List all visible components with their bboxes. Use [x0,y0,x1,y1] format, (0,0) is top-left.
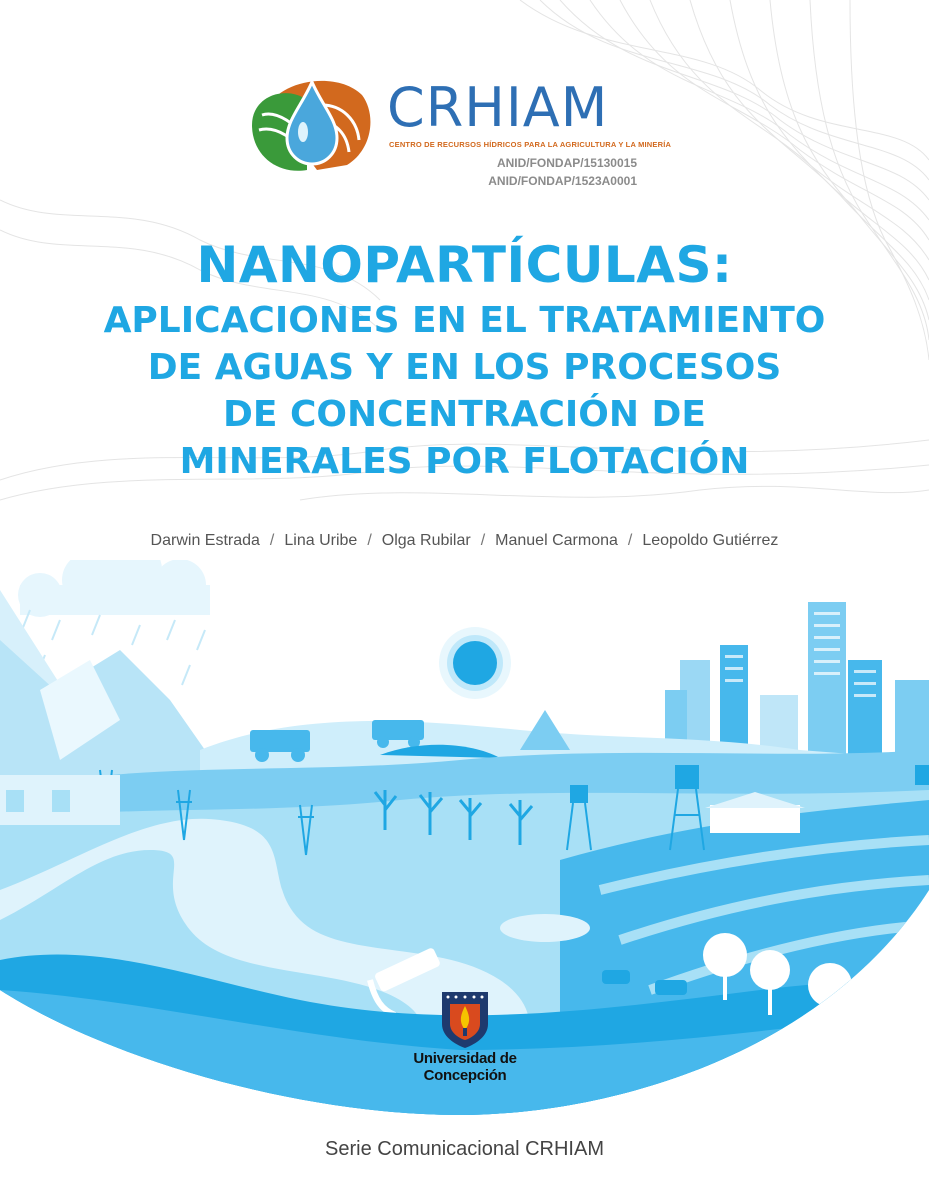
crhiam-logo [247,70,687,190]
subtitle-line-3: DE CONCENTRACIÓN DE [223,394,706,435]
logo-subtitle: CENTRO DE RECURSOS HÍDRICOS PARA LA AGRICULTURA Y LA MINERÍA [389,140,672,149]
author: Lina Uribe [284,532,358,549]
grant-code-1: ANID/FONDAP/15130015 [496,156,637,170]
subtitle-line-4: MINERALES POR FLOTACIÓN [179,441,750,482]
water-drop-logo-icon [247,70,377,180]
university-logo [370,990,560,1084]
subtitle-line-1: APLICACIONES EN EL TRATAMIENTO [103,300,826,341]
logo-name: CRHIAM [387,76,609,139]
author: Darwin Estrada [150,532,260,549]
page-title: NANOPARTÍCULAS: [196,236,733,294]
university-seal-icon [370,990,560,1048]
farmhouse [710,805,800,833]
pond [500,914,590,942]
sun-icon [439,627,511,699]
author: Manuel Carmona [495,532,618,549]
author-separator: / [480,532,486,549]
author: Olga Rubilar [381,532,471,549]
author-separator: / [269,532,275,549]
subtitle-line-2: DE AGUAS Y EN LOS PROCESOS [147,347,782,388]
author: Leopoldo Gutiérrez [642,532,779,549]
author-list [0,532,929,550]
grant-code-2: ANID/FONDAP/1523A0001 [488,174,637,188]
series-label: Serie Comunicacional CRHIAM [325,1138,604,1160]
author-separator: / [367,532,372,549]
author-separator: / [627,532,633,549]
university-name: Universidad de Concepción [413,1050,517,1084]
